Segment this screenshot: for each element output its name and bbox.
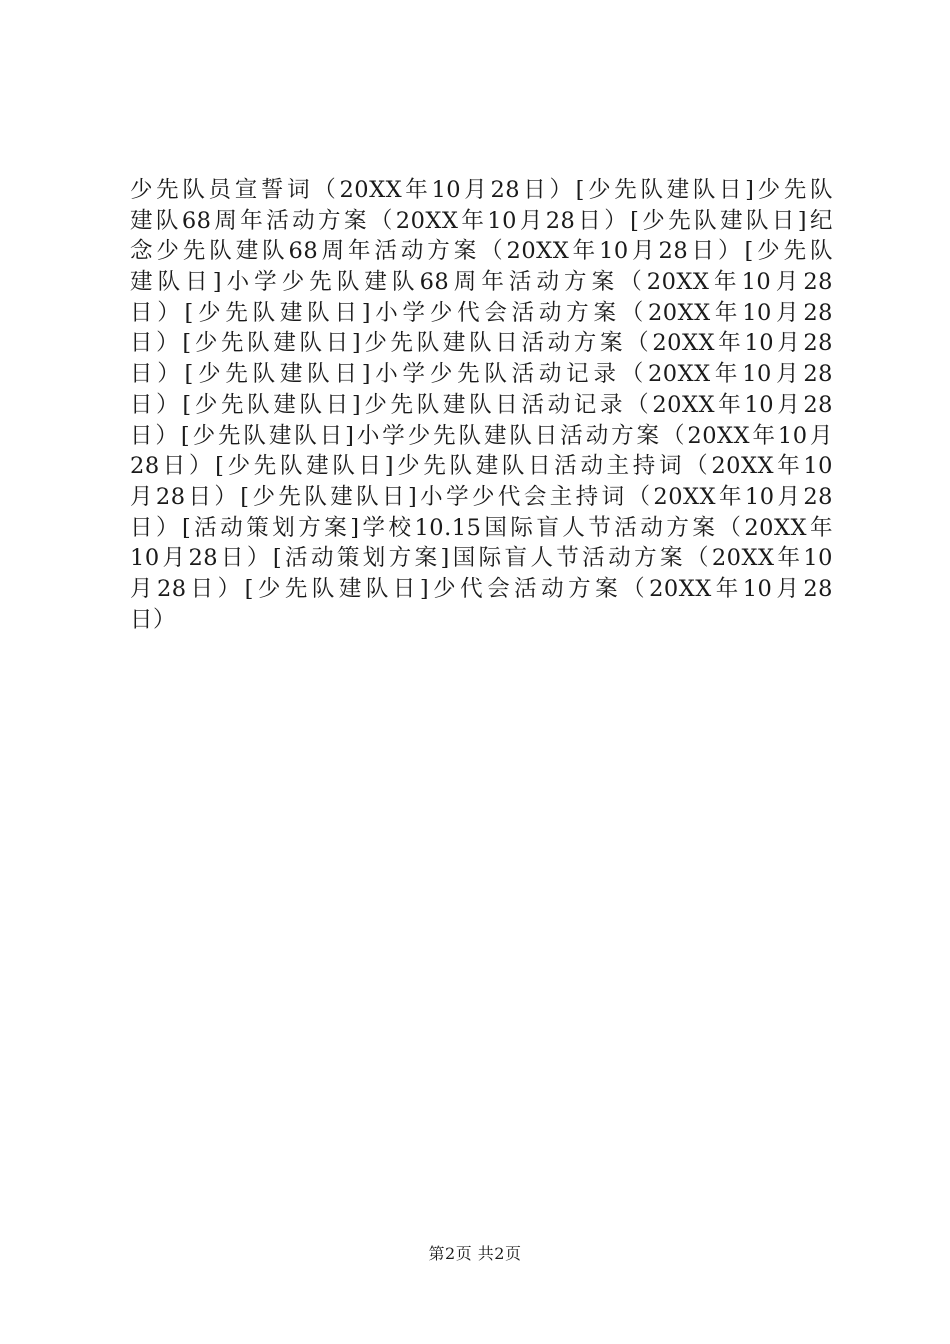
text-line: 日） [130,606,177,633]
text-line: 月28日）[少先队建队日]小学少代会主持词（20XX年10月28 [130,483,833,510]
text-line: 建队日]小学少先队建队68周年活动方案（20XX年10月28 [130,269,833,296]
page-number-footer: 第2页 共2页 [428,1244,522,1263]
text-line: 日）[少先队建队日]小学少先队活动记录（20XX年10月28 [130,361,833,388]
text-line: 少先队员宣誓词（20XX年10月28日）[少先队建队日]少先队 [130,177,833,203]
text-line: 念少先队建队68周年活动方案（20XX年10月28日）[少先队 [130,238,833,265]
text-line: 10月28日）[活动策划方案]国际盲人节活动方案（20XX年10 [130,545,833,572]
text-line: 日）[活动策划方案]学校10.15国际盲人节活动方案（20XX年 [130,514,833,541]
text-line: 建队68周年活动方案（20XX年10月28日）[少先队建队日]纪 [130,207,833,234]
document-body [130,175,833,635]
text-line: 28日）[少先队建队日]少先队建队日活动主持词（20XX年10 [130,453,833,480]
text-line: 日）[少先队建队日]小学少代会活动方案（20XX年10月28 [130,299,833,326]
text-line: 月28日）[少先队建队日]少代会活动方案（20XX年10月28 [130,575,833,602]
text-line: 日）[少先队建队日]少先队建队日活动方案（20XX年10月28 [130,330,833,357]
text-line: 日）[少先队建队日]少先队建队日活动记录（20XX年10月28 [130,391,833,418]
text-line: 日）[少先队建队日]小学少先队建队日活动方案（20XX年10月 [130,422,833,449]
